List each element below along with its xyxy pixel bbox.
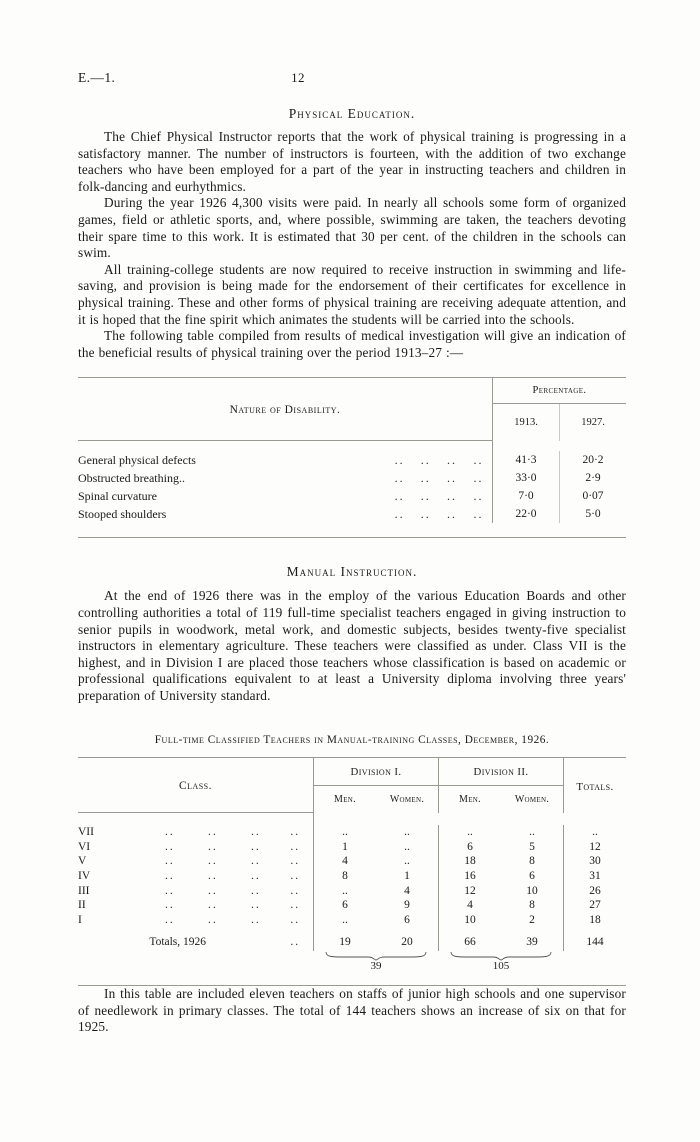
cell-value-1913: 22·0 [515, 508, 537, 521]
table-header-row [78, 378, 626, 404]
cell-grand-total: 144 [586, 936, 604, 949]
document-code: E.—1. [78, 70, 116, 85]
cell-div2-women: 8 [501, 854, 564, 869]
cell-dots: .. [250, 913, 261, 926]
cell-dots: .. [290, 936, 301, 949]
cell-dots: .. [290, 870, 301, 883]
table-row [78, 469, 626, 487]
col-header-div1-women: Women. [376, 785, 439, 813]
cell-dots: .. [420, 506, 431, 521]
cell-value-1913: 33·0 [515, 472, 537, 485]
table-row [78, 898, 626, 913]
cell-dots: .. [207, 899, 218, 912]
cell-dots: .. [207, 826, 218, 839]
cell-dots: .. [250, 826, 261, 839]
cell-div1-men: .. [314, 825, 377, 840]
cell-dots: .. [290, 855, 301, 868]
paragraph-closing: In this table are included eleven teachers on staffs of junior high schools and one supervisor of needlework in primary classes. The total of 144 teachers shows an increase of six on that for 1925. [78, 986, 626, 1035]
cell-dots: .. [207, 840, 218, 853]
col-header-div1-men: Men. [334, 793, 356, 805]
paragraph-physical-3: All training-college students are now required to receive instruction in swimming and life-saving, and provision is being made for the endorsement of their certificates for excellence in physical training. These and other forms of physical training are receiving adequate attention, and it is hoped that the fine spirit which animates the students will be carried into the schools. [78, 261, 626, 327]
page-number: 12 [291, 70, 305, 85]
cell-dots: .. [420, 452, 431, 467]
table-row [78, 854, 626, 869]
cell-dots: .. [446, 470, 457, 485]
cell-dots: .. [394, 506, 405, 521]
cell-div1-men: 6 [314, 898, 377, 913]
cell-class: I [78, 913, 82, 926]
col-header-division-1: Division I. [314, 758, 439, 785]
cell-div1-women: .. [376, 854, 439, 869]
cell-div1-men: .. [314, 913, 377, 928]
cell-class: V [78, 855, 87, 868]
cell-class: III [78, 884, 90, 897]
cell-total: 27 [589, 899, 601, 912]
table-brace-row [78, 951, 626, 971]
col-header-totals: Totals. [564, 758, 627, 813]
cell-div2-men: 12 [464, 884, 476, 897]
cell-dots: .. [446, 488, 457, 503]
cell-dots: .. [446, 506, 457, 521]
cell-total: 31 [589, 870, 601, 883]
cell-disability-label: Stooped shoulders [78, 506, 167, 521]
cell-disability-label: General physical defects [78, 452, 196, 467]
brace-total-div1: 39 [370, 960, 382, 973]
cell-div2-men: 10 [464, 913, 476, 926]
cell-dots: .. [394, 488, 405, 503]
cell-total: .. [592, 826, 598, 839]
cell-dots: .. [290, 899, 301, 912]
cell-dots: .. [250, 899, 261, 912]
cell-total: 18 [589, 913, 601, 926]
cell-div2-women: 8 [501, 898, 564, 913]
cell-disability-label: Spinal curvature [78, 488, 157, 503]
col-header-nature: Nature of Disability. [78, 378, 493, 441]
cell-div1-women: 4 [376, 883, 439, 898]
cell-dots: .. [465, 505, 492, 523]
cell-dots: .. [165, 855, 175, 868]
col-header-division-2: Division II. [439, 758, 564, 785]
cell-div2-men: .. [467, 826, 473, 839]
cell-class: IV [78, 870, 91, 883]
cell-dots: .. [250, 840, 261, 853]
table-row [78, 825, 626, 840]
paragraph-physical-4: The following table compiled from results of medical investigation will give an indication of the beneficial results of physical training over the period 1913–27 :— [78, 328, 626, 360]
cell-dots: .. [165, 913, 175, 926]
cell-div1-men: 1 [314, 840, 377, 855]
cell-totals-label: Totals, 1926 [149, 936, 207, 949]
col-header-percentage: Percentage. [493, 378, 627, 404]
table-manual-training-teachers [78, 757, 626, 986]
cell-dots: .. [165, 840, 175, 853]
cell-dots: .. [465, 469, 492, 487]
brace-division-1 [314, 951, 439, 971]
cell-div2-men: 4 [467, 899, 473, 912]
cell-dots: .. [207, 870, 218, 883]
col-header-1913: 1913. [514, 417, 538, 429]
cell-value-1927: 2·9 [560, 469, 627, 487]
cell-dots: .. [290, 884, 301, 897]
cell-div1-women: 9 [376, 898, 439, 913]
table-rule-row [78, 813, 626, 825]
cell-div2-women: 5 [501, 840, 564, 855]
cell-div1-women: .. [376, 825, 439, 840]
cell-dots: .. [394, 470, 405, 485]
cell-div2-men: 6 [467, 840, 473, 853]
cell-dots: .. [165, 899, 175, 912]
cell-value-1927: 5·0 [560, 505, 627, 523]
cell-total: 30 [589, 855, 601, 868]
cell-dots: .. [420, 488, 431, 503]
cell-dots: .. [207, 913, 218, 926]
cell-div1-women: 1 [376, 869, 439, 884]
cell-value-1913: 7·0 [518, 490, 534, 503]
cell-class: II [78, 899, 86, 912]
cell-dots: .. [165, 884, 175, 897]
cell-div2-women: 6 [501, 869, 564, 884]
cell-div1-men: .. [314, 883, 377, 898]
cell-totals-div1-women: 20 [376, 927, 439, 951]
cell-dots: .. [250, 855, 261, 868]
cell-dots: .. [207, 855, 218, 868]
cell-div1-women: .. [376, 840, 439, 855]
col-header-div2-men: Men. [459, 793, 481, 805]
cell-value-1927: 20·2 [560, 451, 627, 469]
table-row [78, 505, 626, 523]
brace-total-div2: 105 [492, 960, 510, 973]
paragraph-physical-2: During the year 1926 4,300 visits were paid. In nearly all schools some form of organized games, field or athletic sports, and, where possible, swimming are taken, the teachers devoting their spare time to this work. It is estimated that 30 per cent. of the children in the schools can swim. [78, 195, 626, 261]
table-row [78, 869, 626, 884]
col-header-1927: 1927. [560, 404, 627, 441]
cell-dots: .. [290, 913, 301, 926]
cell-disability-label: Obstructed breathing.. [78, 470, 185, 485]
brace-division-2 [439, 951, 564, 971]
cell-totals-div2-men: 66 [464, 936, 476, 949]
cell-class: VI [78, 840, 91, 853]
section-title-physical-education: Physical Education. [288, 106, 416, 121]
cell-dots: .. [465, 451, 492, 469]
table-header-row [78, 758, 626, 785]
cell-dots: .. [250, 884, 261, 897]
cell-div2-men: 16 [464, 870, 476, 883]
cell-div1-men: 4 [314, 854, 377, 869]
page-content [78, 70, 626, 1036]
table-row [78, 487, 626, 505]
table-caption-manual-training: Full-time Classified Teachers in Manual-training Classes, December, 1926. [154, 734, 550, 747]
cell-div2-men: 18 [464, 855, 476, 868]
cell-div2-women: 2 [501, 913, 564, 928]
cell-dots: .. [290, 840, 301, 853]
paragraph-manual-1: At the end of 1926 there was in the employ of the various Education Boards and other controlling authorities a total of 119 full-time specialist teachers engaged in giving instruction to senior pupils in woodwork, metal work, and domestic subjects, besides twenty-five specialist instructors in elementary agriculture. These teachers were classified as under. Class VII is the highest, and in Division I are placed those teachers whose classification is based on academic or professional qualifications equivalent to at least a University diploma involving three years' preparation of University standard. [78, 588, 626, 703]
table-row [78, 451, 626, 469]
table-rule-row [78, 441, 626, 452]
cell-dots: .. [250, 870, 261, 883]
cell-totals-div2-women: 39 [501, 927, 564, 951]
table-disability-percentages [78, 377, 626, 538]
table-totals-row [78, 927, 626, 951]
table-rule [78, 537, 626, 538]
cell-dots: .. [165, 870, 175, 883]
table-bottom-spacer [78, 971, 626, 985]
cell-value-1913: 41·3 [515, 454, 537, 467]
cell-div2-women: .. [501, 825, 564, 840]
paragraph-physical-1: The Chief Physical Instructor reports that the work of physical training is progressing in a satisfactory manner. The number of instructors is fourteen, with the addition of two exchange teachers who have been employed for a part of the year in instructing teachers and children in folk-dancing and eurhythmics. [78, 129, 626, 194]
cell-dots: .. [420, 470, 431, 485]
cell-dots: .. [290, 826, 301, 839]
table-row [78, 840, 626, 855]
cell-total: 26 [589, 884, 601, 897]
cell-div1-women: 6 [376, 913, 439, 928]
table-row [78, 883, 626, 898]
cell-dots: .. [465, 487, 492, 505]
cell-div1-men: 8 [314, 869, 377, 884]
cell-div2-women: 10 [501, 883, 564, 898]
table-row [78, 913, 626, 928]
cell-dots: .. [394, 452, 405, 467]
cell-class: VII [78, 826, 94, 839]
page-header [78, 70, 626, 86]
cell-total: 12 [589, 840, 601, 853]
cell-dots: .. [165, 826, 175, 839]
cell-dots: .. [446, 452, 457, 467]
cell-value-1927: 0·07 [560, 487, 627, 505]
section-title-manual-instruction: Manual Instruction. [286, 564, 418, 580]
col-header-div2-women: Women. [501, 785, 564, 813]
cell-totals-div1-men: 19 [314, 927, 377, 951]
cell-dots: .. [207, 884, 218, 897]
table-bottom-rule [78, 523, 626, 537]
col-header-class: Class. [78, 758, 314, 813]
